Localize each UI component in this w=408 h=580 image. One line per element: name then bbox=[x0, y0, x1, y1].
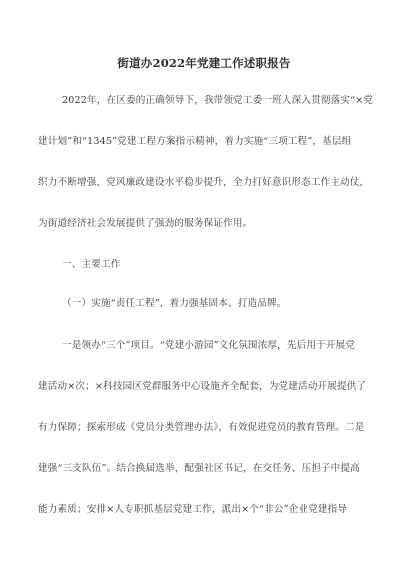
paragraph-2-line-5: 能力素质；安排×人专职抓基层党建工作，派出×个“非公”企业党建指导 bbox=[38, 504, 348, 515]
paragraph-2-line-2: 建活动×次；×科技园区党群服务中心设施齐全配套，为党建活动开展提供了 bbox=[38, 381, 367, 392]
paragraph-1-line-2: 建计划”和“1345”党建工程方案指示精神，着力实施“三项工程”，基层组 bbox=[38, 136, 352, 147]
subsection-heading: （一）实施“责任工程”，着力强基固本、打造品牌。 bbox=[62, 298, 287, 309]
document-title: 街道办2022年党建工作述职报告 bbox=[117, 56, 291, 70]
paragraph-2-line-4: 建强“三支队伍”。结合换届选举，配强社区书记，在交任务、压担子中提高 bbox=[38, 463, 360, 474]
paragraph-2-line-1: 一是领办“三个”项目。“党建小游园”文化氛围浓厚，先后用于开展党 bbox=[62, 340, 356, 351]
section-heading: 一、主要工作 bbox=[62, 259, 121, 270]
paragraph-1-line-3: 织力不断增强，党风廉政建设水平稳步提升，全力打好意识形态工作主动仗， bbox=[38, 177, 370, 188]
paragraph-1-line-4: 为街道经济社会发展提供了强劲的服务保证作用。 bbox=[38, 218, 253, 229]
paragraph-1-line-1: 2022年，在区委的正确领导下，我带领党工委一班人深入贯彻落实“×党 bbox=[62, 95, 374, 106]
paragraph-2-line-3: 有力保障；探索形成《党员分类管理办法》，有效促进党员的教育管理。二是 bbox=[38, 422, 365, 433]
